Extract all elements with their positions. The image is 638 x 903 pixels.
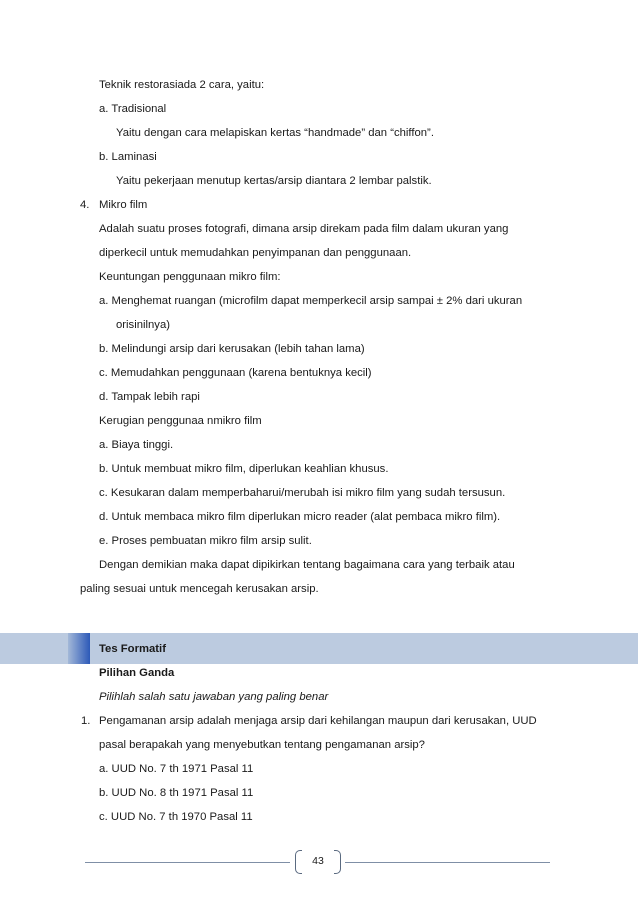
text-line: Adalah suatu proses fotografi, dimana arsip direkam pada film dalam ukuran yang xyxy=(99,223,509,235)
section-title: Tes Formatif xyxy=(99,643,166,655)
text-line: orisinilnya) xyxy=(116,319,170,331)
answer-option: b. UUD No. 8 th 1971 Pasal 11 xyxy=(99,787,254,799)
item-heading: Mikro film xyxy=(99,199,148,211)
text-line: d. Tampak lebih rapi xyxy=(99,391,200,403)
text-line: b. Untuk membuat mikro film, diperlukan keahlian khusus. xyxy=(99,463,389,475)
question-text: Pengamanan arsip adalah menjaga arsip dari kehilangan maupun dari kerusakan, UUD xyxy=(99,715,537,727)
page-bracket-right xyxy=(334,850,341,874)
answer-option: a. UUD No. 7 th 1971 Pasal 11 xyxy=(99,763,254,775)
text-line: b. Melindungi arsip dari kerusakan (lebih tahan lama) xyxy=(99,343,365,355)
text-line: a. Tradisional xyxy=(99,103,167,115)
question-text: pasal berapakah yang menyebutkan tentang pengamanan arsip? xyxy=(99,739,425,751)
text-line: c. Memudahkan penggunaan (karena bentuknya kecil) xyxy=(99,367,372,379)
page-number: 43 xyxy=(312,855,324,867)
text-line: Teknik restorasiada 2 cara, yaitu: xyxy=(99,79,265,91)
text-line: a. Menghemat ruangan (microfilm dapat memperkecil arsip sampai ± 2% dari ukuran xyxy=(99,295,523,307)
footer-rule-left xyxy=(85,862,290,863)
text-line: Yaitu dengan cara melapiskan kertas “handmade” dan “chiffon”. xyxy=(116,127,434,139)
footer-rule-right xyxy=(345,862,550,863)
list-number: 4. xyxy=(80,199,90,211)
section-banner xyxy=(0,633,638,664)
page-bracket-left xyxy=(295,850,302,874)
text-line: a. Biaya tinggi. xyxy=(99,439,174,451)
text-line: Yaitu pekerjaan menutup kertas/arsip diantara 2 lembar palstik. xyxy=(116,175,432,187)
text-line: Kerugian penggunaa nmikro film xyxy=(99,415,262,427)
question-number: 1. xyxy=(81,715,91,727)
text-line: Keuntungan penggunaan mikro film: xyxy=(99,271,281,283)
text-line: d. Untuk membaca mikro film diperlukan micro reader (alat pembaca mikro film). xyxy=(99,511,501,523)
answer-option: c. UUD No. 7 th 1970 Pasal 11 xyxy=(99,811,253,823)
text-line: paling sesuai untuk mencegah kerusakan arsip. xyxy=(80,583,319,595)
banner-accent xyxy=(68,633,90,664)
instruction-text: Pilihlah salah satu jawaban yang paling benar xyxy=(99,691,329,703)
text-line: b. Laminasi xyxy=(99,151,157,163)
text-line: diperkecil untuk memudahkan penyimpanan dan penggunaan. xyxy=(99,247,412,259)
text-line: c. Kesukaran dalam memperbaharui/merubah isi mikro film yang sudah tersusun. xyxy=(99,487,506,499)
text-line: Dengan demikian maka dapat dipikirkan tentang bagaimana cara yang terbaik atau xyxy=(99,559,515,571)
text-line: e. Proses pembuatan mikro film arsip sulit. xyxy=(99,535,312,547)
section-subtitle: Pilihan Ganda xyxy=(99,667,175,679)
